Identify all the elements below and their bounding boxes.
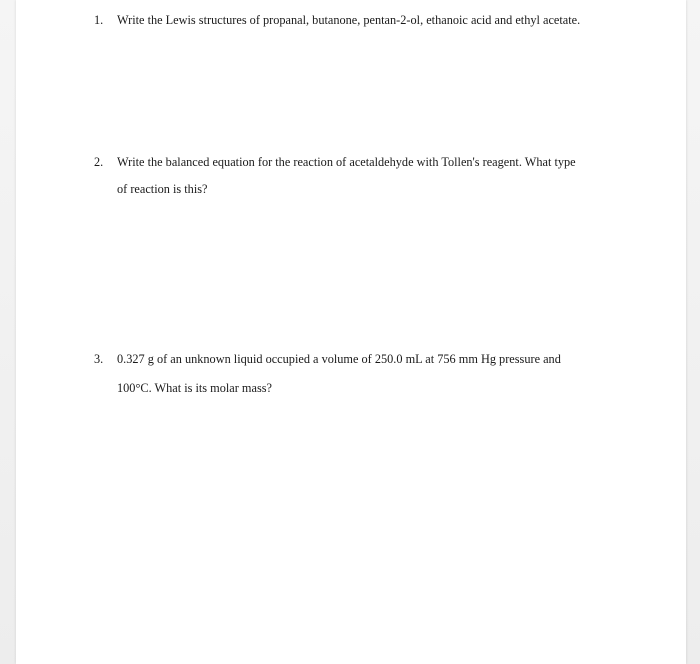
question-text-line: 100°C. What is its molar mass? [117, 381, 272, 395]
question-text-line: of reaction is this? [117, 182, 208, 196]
question-text-line: Write the Lewis structures of propanal, butanone, pentan-2-ol, ethanoic acid and ethyl acetate. [117, 13, 581, 27]
question-number: 2. [94, 155, 104, 169]
document-page [16, 0, 686, 664]
question-number: 1. [94, 13, 104, 27]
question-number: 3. [94, 352, 104, 366]
question-text-line: Write the balanced equation for the reaction of acetaldehyde with Tollen's reagent. What type [117, 155, 576, 169]
question-text-line: 0.327 g of an unknown liquid occupied a volume of 250.0 mL at 756 mm Hg pressure and [117, 352, 561, 366]
